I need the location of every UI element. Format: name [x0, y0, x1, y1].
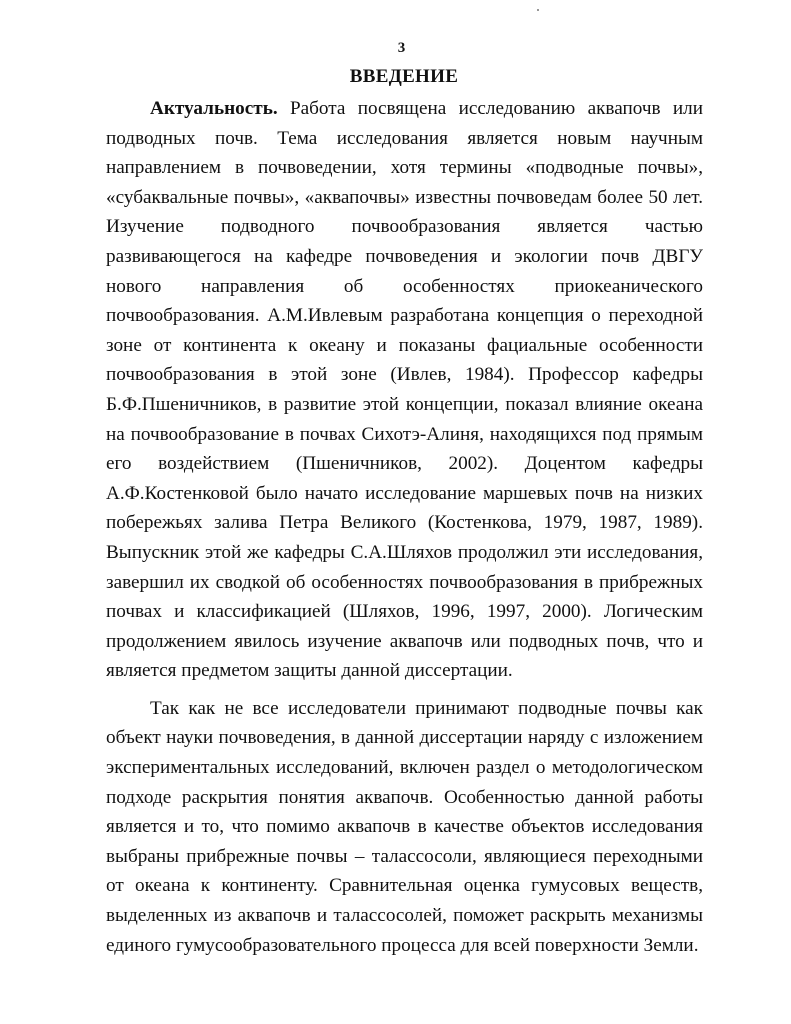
- body-text: [106, 94, 703, 960]
- paragraph-methodology: [106, 694, 703, 960]
- paragraph-relevance: [106, 94, 703, 686]
- paragraph-lead: Актуальность.: [150, 98, 278, 119]
- scan-speck: [537, 9, 539, 11]
- page-number: 3: [397, 40, 406, 56]
- section-heading: ВВЕДЕНИЕ: [349, 66, 459, 87]
- paragraph-text: Так как не все исследователи принимают подводные почвы как объект науки почвоведения, в данной диссертации наряду с изложением экспериментальных исследований, включен раздел о методологическом подходе раскрытия понятия аквапочв. Особенностью данной работы является и то, что помимо аквапочв в качестве объектов исследования выбраны прибрежные почвы – талассосоли, являющиеся переходными от океана к континенту. Сравнительная оценка гумусовых веществ, выделенных из аквапочв и талассосолей, поможет раскрыть механизмы единого гумусообразовательного процесса для всей поверхности Земли.: [106, 697, 703, 956]
- paragraph-text: Работа посвящена исследованию аквапочв или подводных почв. Тема исследования является новым научным направлением в почвоведении, хотя термины «подводные почвы», «субаквальные почвы», «аквапочвы» известны почвоведам более 50 лет. Изучение подводного почвообразования является частью развивающегося на кафедре почвоведения и экологии почв ДВГУ нового направления об особенностях приокеанического почвообразования. А.М.Ивлевым разработана концепция о переходной зоне от континента к океану и показаны фациальные особенности почвообразования в этой зоне (Ивлев, 1984). Профессор кафедры Б.Ф.Пшеничников, в развитие этой концепции, показал влияние океана на почвообразование в почвах Сихотэ-Алиня, находящихся под прямым его воздействием (Пшеничников, 2002). Доцентом кафедры А.Ф.Костенковой было начато исследование маршевых почв на низких побережьях залива Петра Великого (Костенкова, 1979, 1987, 1989). Выпускник этой же кафедры С.А.Шляхов продолжил эти исследования, завершил их сводкой об особенностях почвообразования в прибрежных почвах и классификацией (Шляхов, 1996, 1997, 2000). Логическим продолжением явилось изучение аквапочв или подводных почв, что и является предметом защиты данной диссертации.: [106, 98, 703, 682]
